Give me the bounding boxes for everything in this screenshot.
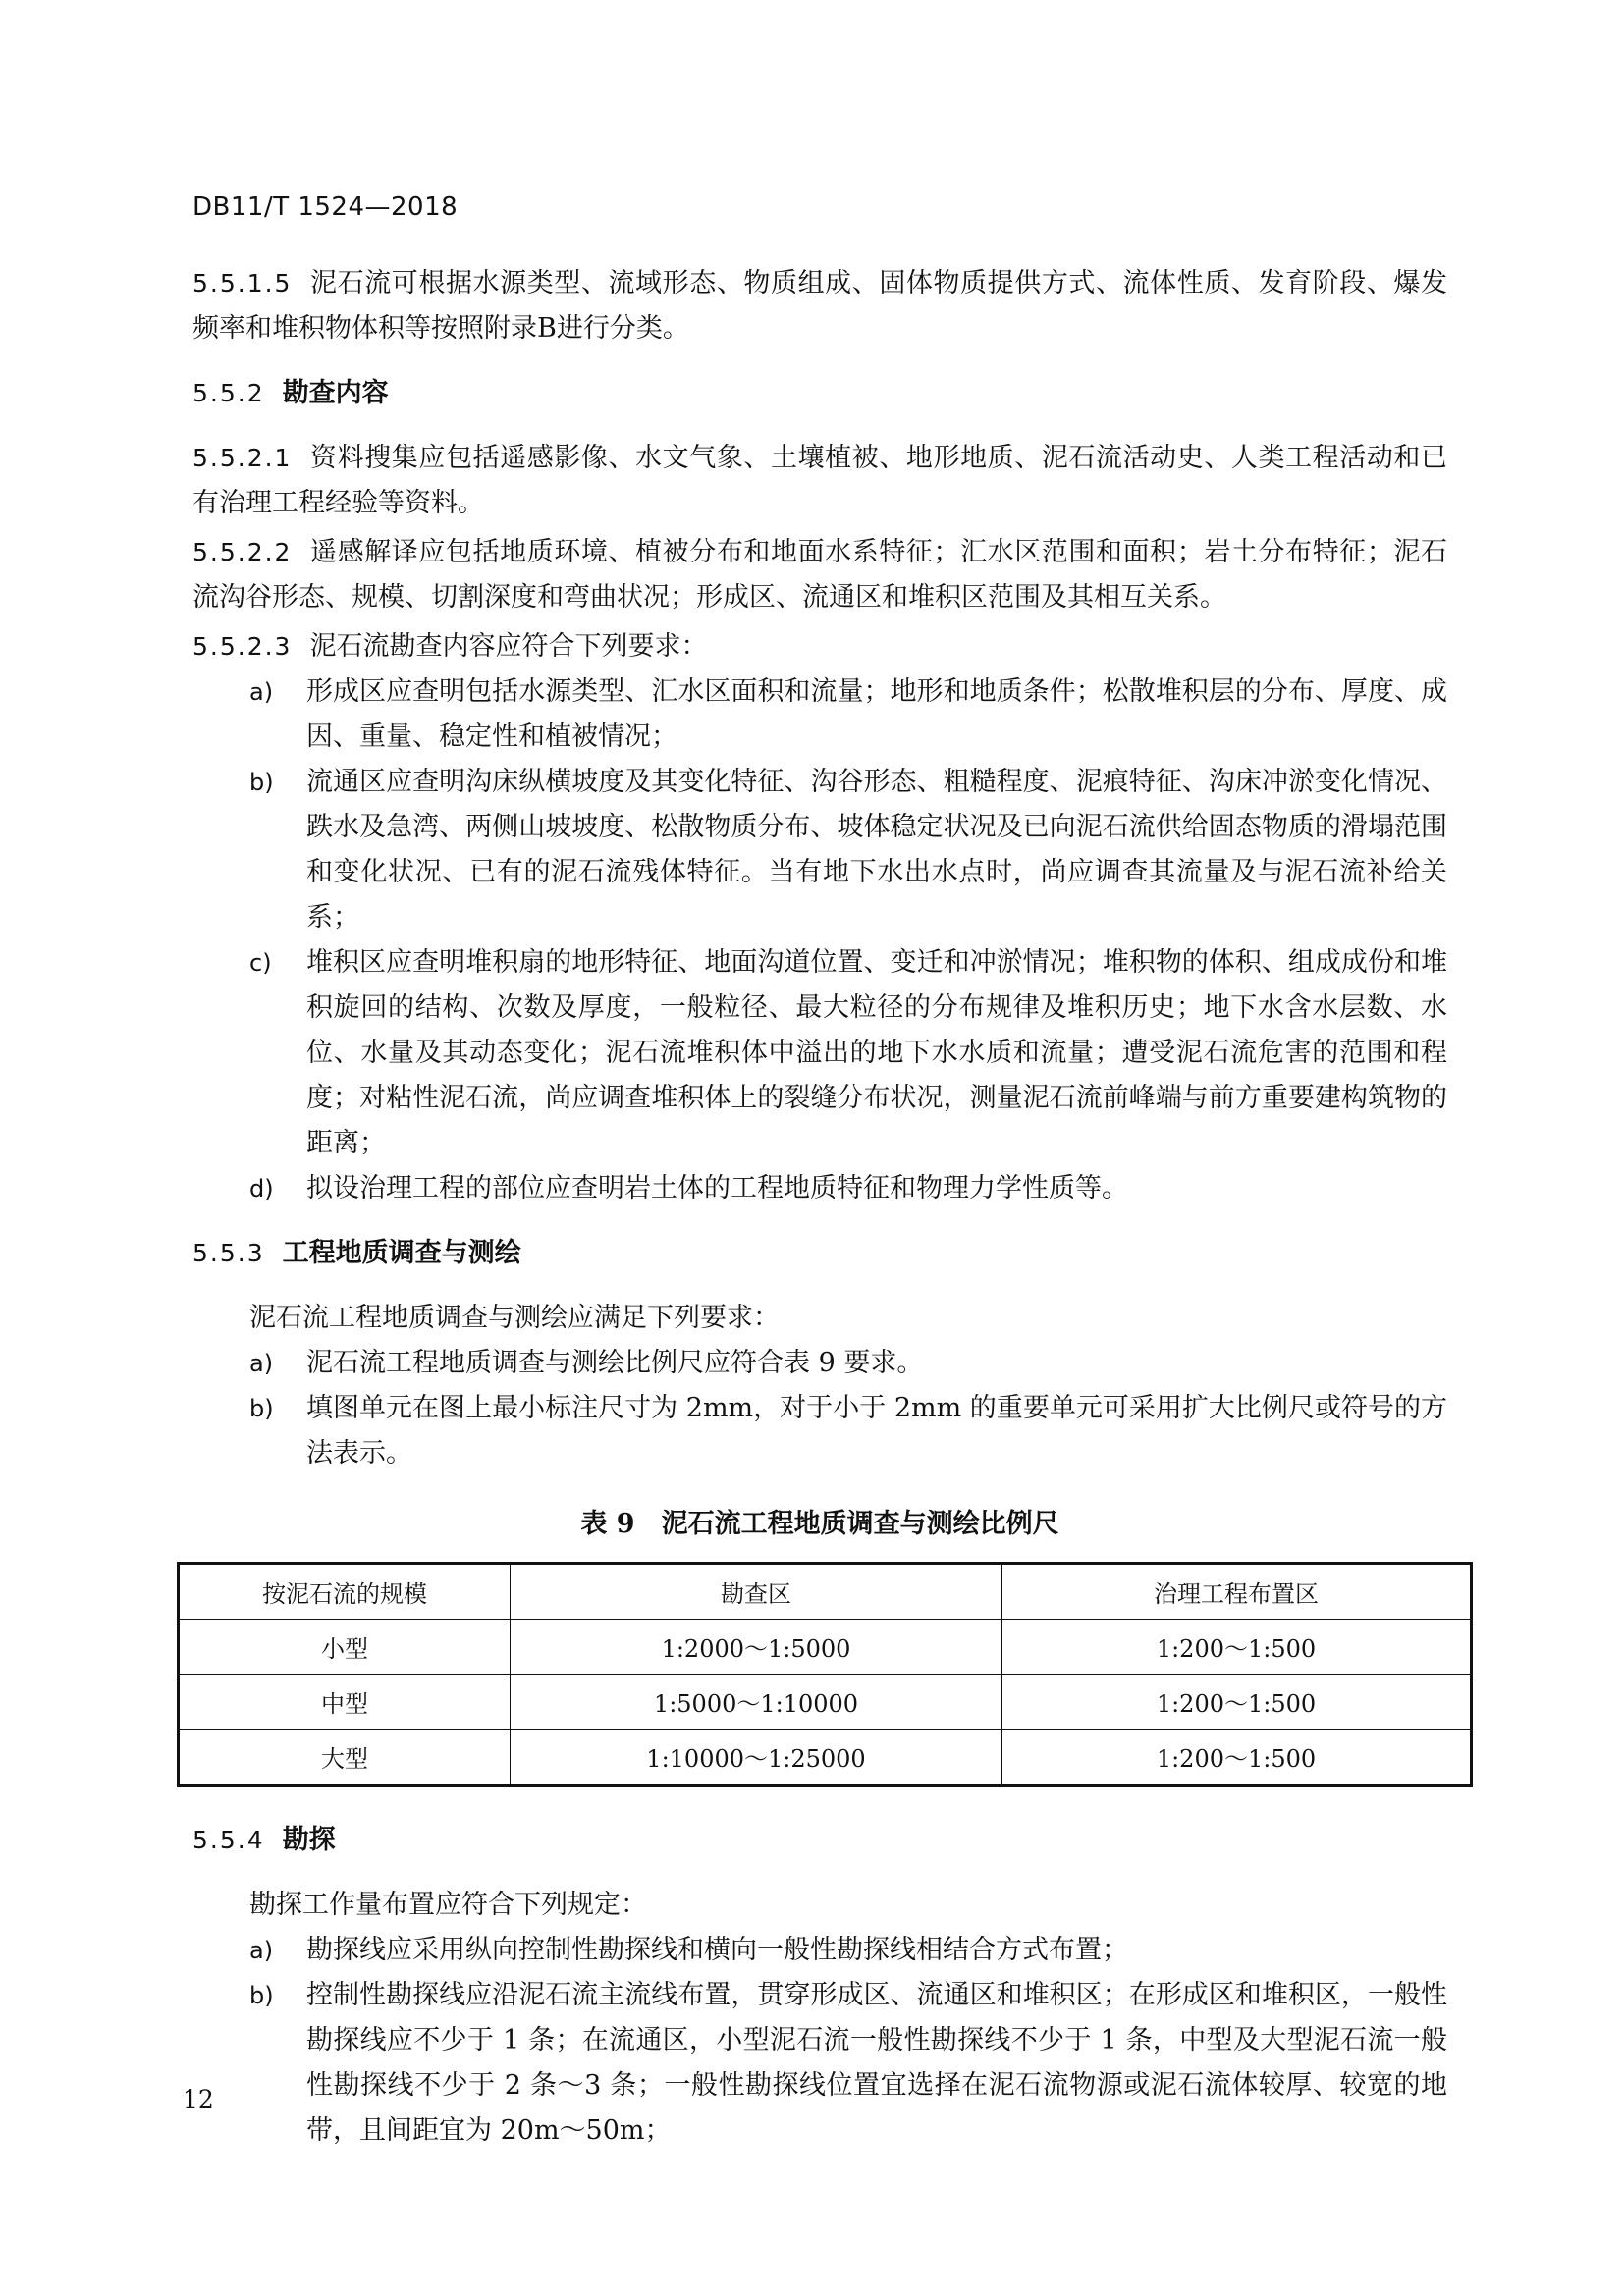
list-item-text: 堆积区应查明堆积扇的地形特征、地面沟道位置、变迁和冲淤情况；堆积物的体积、组成成份和堆积旋回的结构、次数及厚度，一般粒径、最大粒径的分布规律及堆积历史；地下水含水层数、水位、水量及其动态变化；泥石流堆积体中溢出的地下水水质和流量；遭受泥石流危害的范围和程度；对粘性泥石流，尚应调查堆积体上的裂缝分布状况，测量泥石流前峰端与前方重要建构筑物的距离； — [306, 947, 1447, 1158]
clause-5-5-2-1 — [192, 436, 1447, 526]
list-item-label: b) — [249, 1982, 274, 2009]
list-item — [192, 1341, 1447, 1386]
section-number: 5.5.3 — [192, 1239, 265, 1267]
section-5-5-4-heading — [192, 1818, 1447, 1863]
table-row — [179, 1675, 1472, 1730]
section-5-5-3-heading — [192, 1231, 1447, 1276]
table-cell: 1:5000～1:10000 — [511, 1675, 1002, 1730]
list-item — [192, 1928, 1447, 1973]
list-item — [192, 669, 1447, 760]
clause-text: 遥感解译应包括地质环境、植被分布和地面水系特征；汇水区范围和面积；岩土分布特征；泥石流沟谷形态、规模、切割深度和弯曲状况；形成区、流通区和堆积区范围及其相互关系。 — [192, 537, 1447, 613]
list-item — [192, 1386, 1447, 1476]
table-cell: 1:200～1:500 — [1002, 1620, 1472, 1675]
clause-number: 5.5.2.1 — [192, 444, 293, 472]
section-title: 工程地质调查与测绘 — [282, 1238, 521, 1268]
table-cell: 1:200～1:500 — [1002, 1675, 1472, 1730]
list-item-label: b) — [249, 769, 274, 796]
list-item-label: d) — [249, 1175, 274, 1202]
list-item-text: 勘探线应采用纵向控制性勘探线和横向一般性勘探线相结合方式布置； — [306, 1935, 1128, 1965]
list-item — [192, 760, 1447, 940]
table-cell: 大型 — [179, 1730, 511, 1786]
scale-table — [177, 1562, 1473, 1787]
clause-text: 泥石流勘查内容应符合下列要求： — [309, 631, 708, 662]
clause-number: 5.5.2.2 — [192, 538, 293, 566]
clause-5-5-2-2 — [192, 530, 1447, 620]
table-cell: 小型 — [179, 1620, 511, 1675]
table-cell: 1:200～1:500 — [1002, 1730, 1472, 1786]
page-header-standard-code: DB11/T 1524—2018 — [192, 192, 459, 222]
spacer — [192, 1787, 1447, 1798]
list-item-text: 拟设治理工程的部位应查明岩土体的工程地质特征和物理力学性质等。 — [306, 1173, 1128, 1203]
table-row — [179, 1730, 1472, 1786]
list-item-text: 形成区应查明包括水源类型、汇水区面积和流量；地形和地质条件；松散堆积层的分布、厚度、成因、重量、稳定性和植被情况； — [306, 676, 1447, 752]
section-intro: 泥石流工程地质调查与测绘应满足下列要求： — [249, 1303, 780, 1333]
list-item — [192, 940, 1447, 1166]
section-number: 5.5.2 — [192, 379, 265, 407]
page-number: 12 — [183, 2085, 214, 2113]
table-header-cell: 勘查区 — [511, 1564, 1002, 1620]
table-header-cell: 按泥石流的规模 — [179, 1564, 511, 1620]
table-cell: 1:2000～1:5000 — [511, 1620, 1002, 1675]
list-item-text: 泥石流工程地质调查与测绘比例尺应符合表 9 要求。 — [306, 1348, 924, 1378]
section-title: 勘查内容 — [282, 378, 389, 408]
table-header-cell: 治理工程布置区 — [1002, 1564, 1472, 1620]
table-cell: 1:10000～1:25000 — [511, 1730, 1002, 1786]
list-item — [192, 1973, 1447, 2154]
clause-5-5-2-3 — [192, 624, 1447, 669]
list-item-label: c) — [249, 949, 272, 977]
list-item-label: a) — [249, 1350, 274, 1377]
list-item-label: b) — [249, 1395, 274, 1422]
table-caption: 表 9 泥石流工程地质调查与测绘比例尺 — [580, 1509, 1059, 1539]
section-5-5-2-heading — [192, 371, 1447, 416]
list-item-label: a) — [249, 1937, 274, 1964]
section-intro: 勘探工作量布置应符合下列规定： — [249, 1890, 647, 1920]
clause-number: 5.5.2.3 — [192, 632, 293, 661]
table-row — [179, 1620, 1472, 1675]
list-item-label: a) — [249, 678, 274, 706]
page-content — [192, 257, 1447, 2154]
section-title: 勘探 — [282, 1825, 336, 1855]
clause-number: 5.5.1.5 — [192, 269, 293, 297]
list-item-text: 控制性勘探线应沿泥石流主流线布置，贯穿形成区、流通区和堆积区；在形成区和堆积区，一般性勘探线应不少于 1 条；在流通区，小型泥石流一般性勘探线不少于 1 条，中型及大型泥石流一般性勘探线不少于 2 条～3 条；一般性勘探线位置宜选择在泥石流物源或泥石流体较厚、较宽的地带，且间距宜为 20m～50m； — [306, 1980, 1447, 2146]
list-item-text: 流通区应查明沟床纵横坡度及其变化特征、沟谷形态、粗糙程度、泥痕特征、沟床冲淤变化情况、跌水及急湾、两侧山坡坡度、松散物质分布、坡体稳定状况及已向泥石流供给固态物质的滑塌范围和变化状况、已有的泥石流残体特征。当有地下水出水点时，尚应调查其流量及与泥石流补给关系； — [306, 767, 1447, 933]
section-number: 5.5.4 — [192, 1826, 265, 1854]
clause-5-5-1-5 — [192, 261, 1447, 351]
table-cell: 中型 — [179, 1675, 511, 1730]
clause-text: 资料搜集应包括遥感影像、水文气象、土壤植被、地形地质、泥石流活动史、人类工程活动和已有治理工程经验等资料。 — [192, 443, 1447, 518]
list-item-text: 填图单元在图上最小标注尺寸为 2mm，对于小于 2mm 的重要单元可采用扩大比例尺或符号的方法表示。 — [306, 1393, 1447, 1468]
table-header-row — [179, 1564, 1472, 1620]
list-item — [192, 1166, 1447, 1211]
clause-text: 泥石流可根据水源类型、流域形态、物质组成、固体物质提供方式、流体性质、发育阶段、爆发频率和堆积物体积等按照附录B进行分类。 — [192, 268, 1447, 344]
